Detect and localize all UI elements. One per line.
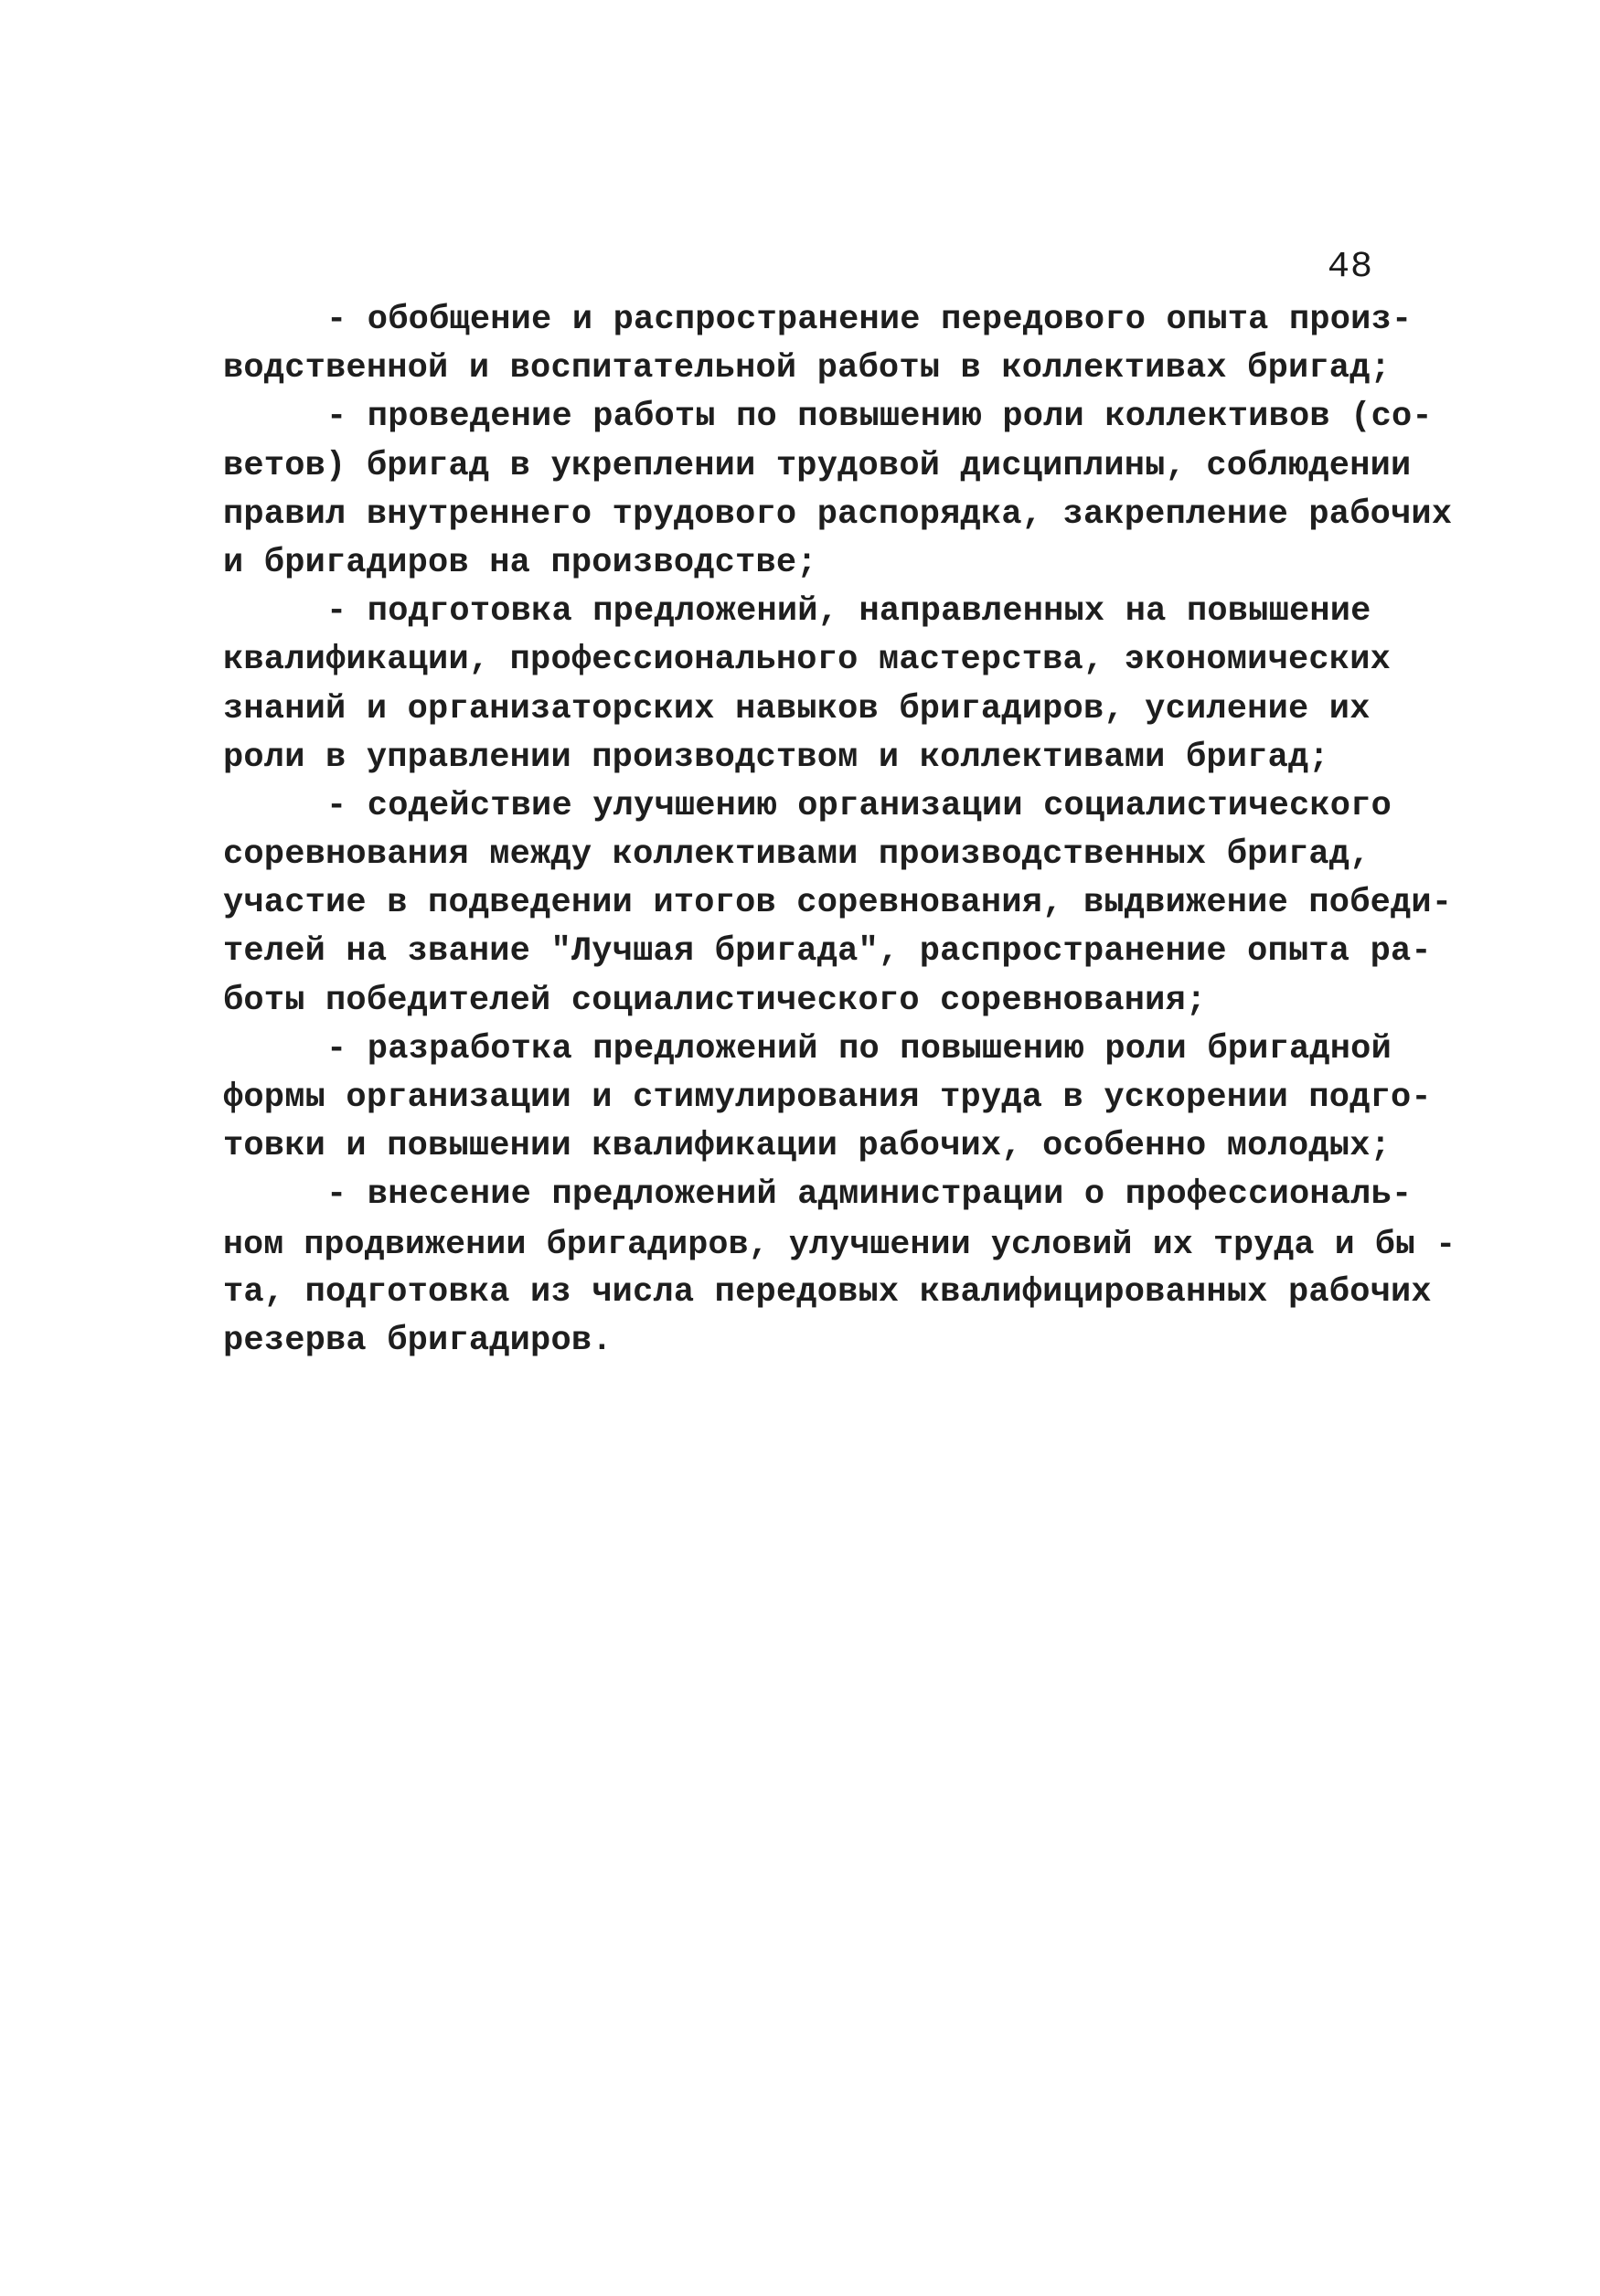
text-line: телей на звание "Лучшая бригада", распространение опыта ра-	[223, 932, 1432, 972]
text-line: знаний и организаторских навыков бригадиров, усиление их	[223, 689, 1371, 728]
text-line: - содействие улучшению организации социалистического	[326, 786, 1392, 825]
text-line: - обобщение и распространение передового опыта произ-	[326, 301, 1413, 339]
text-line: резерва бригадиров.	[223, 1321, 613, 1360]
text-line: соревнования между коллективами производственных бригад,	[223, 835, 1371, 875]
text-line: боты победителей социалистического соревнования;	[223, 981, 1207, 1020]
text-line: ном продвижении бригадиров, улучшении условий их труда и бы -	[223, 1225, 1456, 1263]
text-line: та, подготовка из числа передовых квалифицированных рабочих	[223, 1272, 1432, 1312]
text-line: и бригадиров на производстве;	[223, 543, 817, 582]
text-line: формы организации и стимулирования труда в ускорении подго-	[223, 1079, 1432, 1117]
text-line: товки и повышении квалификации рабочих, особенно молодых;	[223, 1127, 1392, 1166]
text-line: - разработка предложений по повышению роли бригадной	[326, 1029, 1392, 1068]
text-line: квалификации, профессионального мастерства, экономических	[223, 641, 1392, 680]
text-line: водственной и воспитательной работы в коллективах бригад;	[223, 349, 1392, 388]
text-line: участие в подведении итогов соревнования, выдвижение победи-	[223, 884, 1453, 923]
text-line: - проведение работы по повышению роли коллективов (со-	[326, 398, 1433, 437]
text-line: - внесение предложений администрации о профессиональ-	[326, 1175, 1413, 1215]
text-line: роли в управлении производством и коллективами бригад;	[223, 738, 1329, 777]
text-line: - подготовка предложений, направленных на повышение	[326, 592, 1371, 632]
text-line: правил внутреннего трудового распорядка, закрепление рабочих	[223, 494, 1453, 534]
body-text	[223, 296, 1467, 1366]
text-line: ветов) бригад в укреплении трудовой дисциплины, соблюдении	[223, 446, 1412, 485]
page-number: 48	[1328, 247, 1374, 288]
